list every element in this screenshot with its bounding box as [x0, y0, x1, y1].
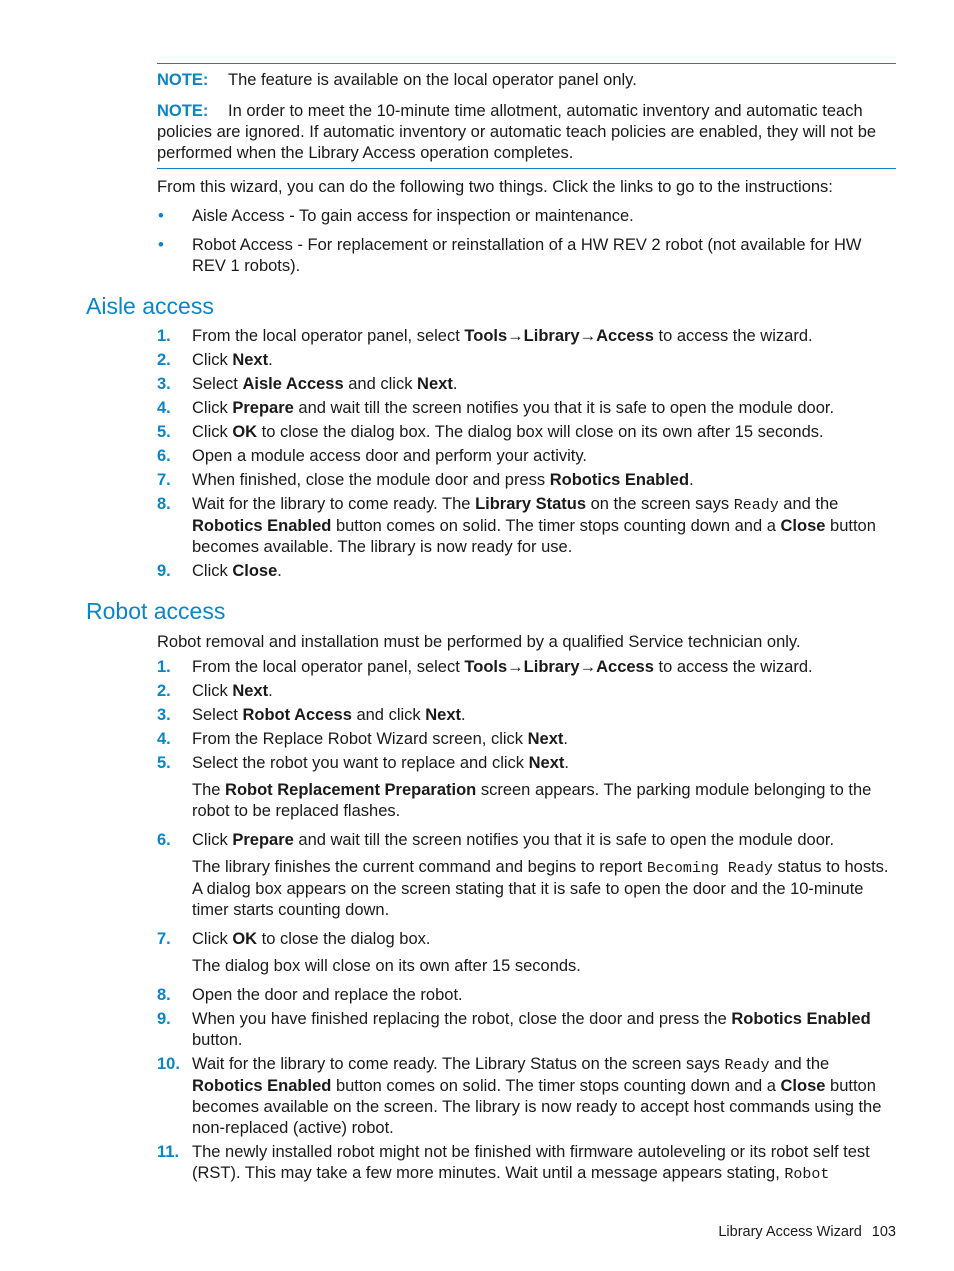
step-text: Click [192, 831, 233, 849]
step-text: and the [769, 1055, 830, 1073]
step-text: and the [778, 495, 839, 513]
note-2 [157, 101, 896, 164]
step-item [157, 1009, 896, 1051]
step-item [157, 398, 896, 419]
step-text: Click [192, 682, 233, 700]
step-text: . [689, 471, 694, 489]
step-text: Select [192, 706, 243, 724]
step-number: 5. [157, 754, 171, 772]
step-item [157, 929, 896, 977]
step-text: From the Replace Robot Wizard screen, click [192, 730, 528, 748]
step-item [157, 657, 896, 678]
step-text: button comes on solid. The timer stops counting down and a [331, 517, 781, 535]
step-text: to close the dialog box. [257, 930, 431, 948]
ui-term: OK [232, 423, 258, 441]
step-text: From the local operator panel, select [192, 658, 465, 676]
ui-term: Next [232, 351, 269, 369]
robot-intro: Robot removal and installation must be performed by a qualified Service technician only. [157, 633, 801, 651]
step-text: Open the door and replace the robot. [192, 986, 463, 1004]
step-text: to access the wizard. [653, 327, 813, 345]
step-item [157, 350, 896, 371]
ui-term: Robotics Enabled [192, 1077, 332, 1095]
arrow-icon: → [507, 327, 524, 345]
step-number: 6. [157, 447, 171, 465]
section-heading-aisle: Aisle access [86, 293, 214, 319]
step-text: . [563, 730, 568, 748]
step-text: Select the robot you want to replace and click [192, 754, 529, 772]
ui-term: Robotics Enabled [549, 471, 690, 489]
step-text: From the local operator panel, select [192, 327, 465, 345]
step-text: Wait for the library to come ready. The [192, 495, 476, 513]
step-number: 11. [157, 1143, 180, 1161]
step-text: button comes on solid. The timer stops counting down and a [331, 1077, 781, 1095]
step-text: and wait till the screen notifies you that it is safe to open the module door. [293, 831, 835, 849]
step-number: 6. [157, 831, 171, 849]
step-number: 8. [157, 495, 171, 513]
ui-term: Next [527, 730, 564, 748]
step-item [157, 681, 896, 702]
ui-term: Access [596, 327, 654, 345]
note-1 [157, 70, 896, 91]
ui-term: Library [523, 327, 580, 345]
arrow-icon: → [507, 658, 524, 676]
note-text: In order to meet the 10-minute time allotment, automatic inventory and automatic teach policies are ignored. If automatic inventory or automatic teach policies are enabled, they will not be performed when the Library Access operation completes. [157, 102, 877, 162]
bullet-icon: • [158, 207, 164, 225]
list-item[interactable] [157, 235, 896, 277]
ui-term: Robotics Enabled [731, 1010, 871, 1028]
step-item [157, 705, 896, 726]
ui-term: Prepare [232, 831, 294, 849]
arrow-icon: → [579, 327, 597, 345]
ui-term: Next [425, 706, 462, 724]
step-text: and click [351, 706, 426, 724]
status-code: Becoming Ready [646, 860, 773, 877]
note-text: The feature is available on the local operator panel only. [228, 71, 637, 89]
step-note [192, 780, 896, 822]
note-label: NOTE: [157, 71, 209, 89]
step-number: 5. [157, 423, 171, 441]
step-item [157, 446, 896, 467]
step-text: to access the wizard. [653, 658, 813, 676]
bullet-list [157, 206, 896, 285]
step-text: Click [192, 351, 233, 369]
step-text: . [564, 754, 569, 772]
step-item [157, 561, 896, 582]
step-text: Click [192, 562, 233, 580]
page-number: 103 [871, 1224, 896, 1240]
step-item [157, 326, 896, 347]
step-number: 7. [157, 930, 171, 948]
ui-term: Close [780, 1077, 826, 1095]
step-number: 2. [157, 351, 171, 369]
step-text: to close the dialog box. The dialog box will close on its own after 15 seconds. [257, 423, 824, 441]
ui-term: Library Status [475, 495, 587, 513]
step-number: 9. [157, 562, 171, 580]
ui-term: Aisle Access [242, 375, 344, 393]
ui-term: Close [780, 517, 826, 535]
ui-term: Tools [464, 658, 508, 676]
step-text: Click [192, 399, 233, 417]
step-number: 1. [157, 658, 171, 676]
page-footer [708, 1222, 896, 1243]
step-text: When you have finished replacing the robot, close the door and press the [192, 1010, 732, 1028]
step-text: . [452, 375, 458, 393]
ui-term: Close [232, 562, 278, 580]
step-number: 3. [157, 706, 171, 724]
step-number: 9. [157, 1010, 171, 1028]
step-number: 1. [157, 327, 171, 345]
ui-term: Prepare [232, 399, 294, 417]
step-item [157, 985, 896, 1006]
step-number: 3. [157, 375, 171, 393]
step-text: The [192, 781, 226, 799]
step-number: 4. [157, 399, 171, 417]
ui-term: Robotics Enabled [192, 517, 332, 535]
step-text: and wait till the screen notifies you that it is safe to open the module door. [293, 399, 835, 417]
status-code: Robot [784, 1166, 830, 1183]
note-block [157, 63, 896, 169]
step-item [157, 1054, 896, 1139]
step-text: The library finishes the current command and begins to report [192, 858, 647, 876]
bullet-text: Aisle Access - To gain access for inspection or maintenance. [192, 207, 634, 225]
step-item [157, 422, 896, 443]
note-label: NOTE: [157, 102, 209, 120]
bullet-text: Robot Access - For replacement or reinstallation of a HW REV 2 robot (not available for HW REV 1 robots). [192, 236, 862, 275]
step-number: 2. [157, 682, 171, 700]
step-item [157, 494, 896, 558]
section-heading-robot: Robot access [86, 598, 226, 624]
step-item [157, 1142, 896, 1185]
step-number: 10. [157, 1055, 180, 1073]
step-text: on the screen says [586, 495, 734, 513]
step-text: Click [192, 423, 233, 441]
step-text: screen appears. The parking module belonging to the robot to be replaced flashes. [192, 781, 872, 820]
ui-term: Robot Replacement Preparation [225, 781, 477, 799]
step-text: Wait for the library to come ready. The Library Status on the screen says [192, 1055, 725, 1073]
step-text: The newly installed robot might not be finished with firmware autoleveling or its robot self test (RST). This may take a few more minutes. Wait until a message appears stating, [192, 1143, 870, 1182]
step-text: . [268, 682, 273, 700]
footer-title: Library Access Wizard [718, 1224, 862, 1240]
bullet-icon: • [158, 236, 164, 254]
arrow-icon: → [579, 658, 597, 676]
step-text: Open a module access door and perform your activity. [192, 447, 587, 465]
step-text: and click [343, 375, 418, 393]
step-text: . [268, 351, 273, 369]
step-text: When finished, close the module door and press [192, 471, 550, 489]
step-number: 4. [157, 730, 171, 748]
step-text: button becomes available. The library is now ready for use. [192, 517, 876, 556]
step-text: button becomes available on the screen. The library is now ready to accept host commands using the non-replaced (active) robot. [192, 1077, 882, 1137]
ui-term: OK [232, 930, 258, 948]
step-item [157, 729, 896, 750]
ui-term: Next [528, 754, 565, 772]
step-text: The dialog box will close on its own after 15 seconds. [192, 957, 581, 975]
status-code: Ready [724, 1057, 770, 1074]
step-note [192, 956, 896, 977]
step-number: 8. [157, 986, 171, 1004]
robot-steps [157, 657, 896, 1188]
step-text: button. [192, 1031, 243, 1049]
ui-term: Robot Access [242, 706, 352, 724]
ui-term: Tools [464, 327, 508, 345]
step-text: . [277, 562, 282, 580]
step-item [157, 830, 896, 921]
aisle-steps [157, 326, 896, 585]
step-text: status to hosts. A dialog box appears on the screen stating that it is safe to open the door and the 10-minute timer starts counting down. [192, 858, 889, 919]
step-text: . [461, 706, 466, 724]
step-item [157, 374, 896, 395]
step-note [192, 857, 896, 921]
intro-paragraph: From this wizard, you can do the following two things. Click the links to go to the instructions: [157, 178, 833, 196]
ui-term: Access [596, 658, 654, 676]
ui-term: Library [523, 658, 580, 676]
step-text: Click [192, 930, 233, 948]
ui-term: Next [417, 375, 453, 393]
ui-term: Next [232, 682, 269, 700]
status-code: Ready [733, 497, 779, 514]
step-text: Select [192, 375, 243, 393]
step-item [157, 753, 896, 822]
list-item[interactable] [157, 206, 896, 227]
step-number: 7. [157, 471, 171, 489]
step-item [157, 470, 896, 491]
